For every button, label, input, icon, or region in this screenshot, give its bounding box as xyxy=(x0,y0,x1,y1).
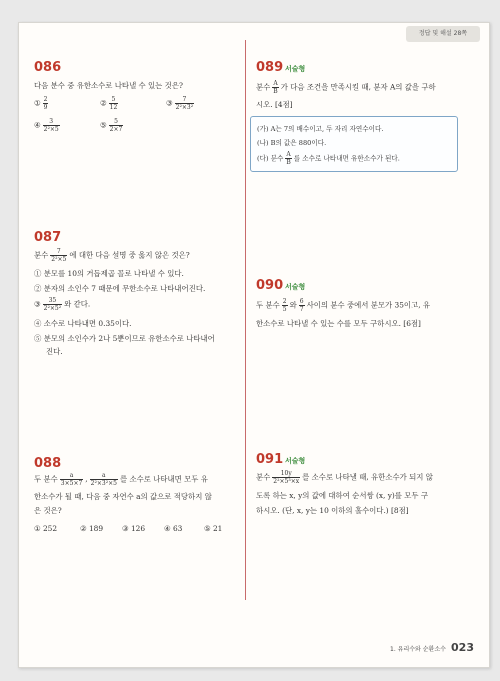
condition-box xyxy=(250,116,458,172)
question-number-090: 090 xyxy=(256,278,284,293)
question-090-line2: 한소수로 나타낼 수 있는 수를 모두 구하시오. [6점] xyxy=(256,319,421,328)
column-divider xyxy=(245,40,246,600)
answer-reference-tab: 정답 및 해설 28쪽 xyxy=(406,26,480,42)
choice-087-2[interactable]: ② 분자의 소인수 7 때문에 무한소수로 나타내어진다. xyxy=(34,284,206,293)
page-footer xyxy=(390,636,474,655)
condition-2: (나) B의 값은 880이다. xyxy=(257,139,327,147)
section-title: 1. 유리수와 순환소수 xyxy=(390,646,446,653)
choice-087-1[interactable]: ① 분모를 10의 거듭제곱 꼴로 나타낼 수 있다. xyxy=(34,269,184,278)
question-086-stem: 다음 분수 중 유한소수로 나타낼 수 있는 것은? xyxy=(34,81,183,90)
question-088-line3: 은 것은? xyxy=(34,506,62,515)
question-number-089: 089 xyxy=(256,60,284,75)
choice-087-3[interactable]: ③ $\frac{35}{\text{2²×5²}}$ 와 같다. xyxy=(34,297,91,312)
choice-088-3[interactable]: ③ 126 xyxy=(122,524,146,533)
question-089-line2: 시오. [4점] xyxy=(256,100,293,109)
question-090-line1: 두 분수 $\frac{2}{5}$ 와 $\frac{6}{7}$ 사이의 분수 중에서 분모가 35이고, 유 xyxy=(256,298,431,313)
question-089-line1: 분수 $\frac{A}{B}$ 가 다음 조건을 만족시킬 때, 분자 A의 값을 구하 xyxy=(256,80,436,95)
choice-086-3[interactable]: ③ $\frac{7}{\text{2²×3²}}$ xyxy=(166,96,194,111)
condition-1: (가) A는 7의 배수이고, 두 자리 자연수이다. xyxy=(257,125,384,133)
choice-087-5[interactable]: ⑤ 분모의 소인수가 2나 5뿐이므로 유한소수로 나타내어 xyxy=(34,334,215,343)
choice-088-5[interactable]: ⑤ 21 xyxy=(204,524,223,533)
question-number-086: 086 xyxy=(34,60,62,75)
condition-3: (다) 분수 $\frac{A}{B}$ 를 소수로 나타내면 유한소수가 된다. xyxy=(257,151,400,166)
choice-088-1[interactable]: ① 252 xyxy=(34,524,58,533)
choice-086-1[interactable]: ① $\frac{2}{9}$ xyxy=(34,96,48,111)
choice-087-4[interactable]: ④ 소수로 나타내면 0.35이다. xyxy=(34,319,132,328)
descriptive-badge-091: 서술형 xyxy=(285,457,306,465)
choice-088-2[interactable]: ② 189 xyxy=(80,524,104,533)
page-number: 023 xyxy=(451,641,474,654)
question-091-line3: 하시오. (단, x, y는 10 이하의 홀수이다.) [8점] xyxy=(256,506,409,515)
descriptive-badge-089: 서술형 xyxy=(285,65,306,73)
question-091-line2: 도록 하는 x, y의 값에 대하여 순서쌍 (x, y)를 모두 구 xyxy=(256,491,429,500)
question-088-line2: 한소수가 될 때, 다음 중 자연수 a의 값으로 적당하지 않 xyxy=(34,492,212,501)
choice-086-4[interactable]: ④ $\frac{3}{\text{2²×5}}$ xyxy=(34,118,59,133)
question-number-087: 087 xyxy=(34,230,62,245)
question-087-stem: 분수 $\frac{7}{\text{2²×5}}$ 에 대한 다음 설명 중 옳지 않은 것은? xyxy=(34,248,190,263)
choice-086-2[interactable]: ② $\frac{5}{12}$ xyxy=(100,96,118,111)
question-number-088: 088 xyxy=(34,456,62,471)
question-number-091: 091 xyxy=(256,452,284,467)
descriptive-badge-090: 서술형 xyxy=(285,283,306,291)
choice-086-5[interactable]: ⑤ $\frac{5}{2\times 7}$ xyxy=(100,118,123,133)
question-088-line1: 두 분수 $\frac{a}{3\times 5\times 7}$ , $\frac{a}{\text{2²×3²×5}}$ 를 소수로 나타내면 모두 유 xyxy=(34,472,208,487)
question-091-line1: 분수 $\frac{10y}{\text{2²×5³×x}}$ 를 소수로 나타낼 때, 유한소수가 되지 않 xyxy=(256,470,433,485)
choice-087-5-cont: 진다. xyxy=(46,347,63,356)
choice-088-4[interactable]: ④ 63 xyxy=(164,524,183,533)
